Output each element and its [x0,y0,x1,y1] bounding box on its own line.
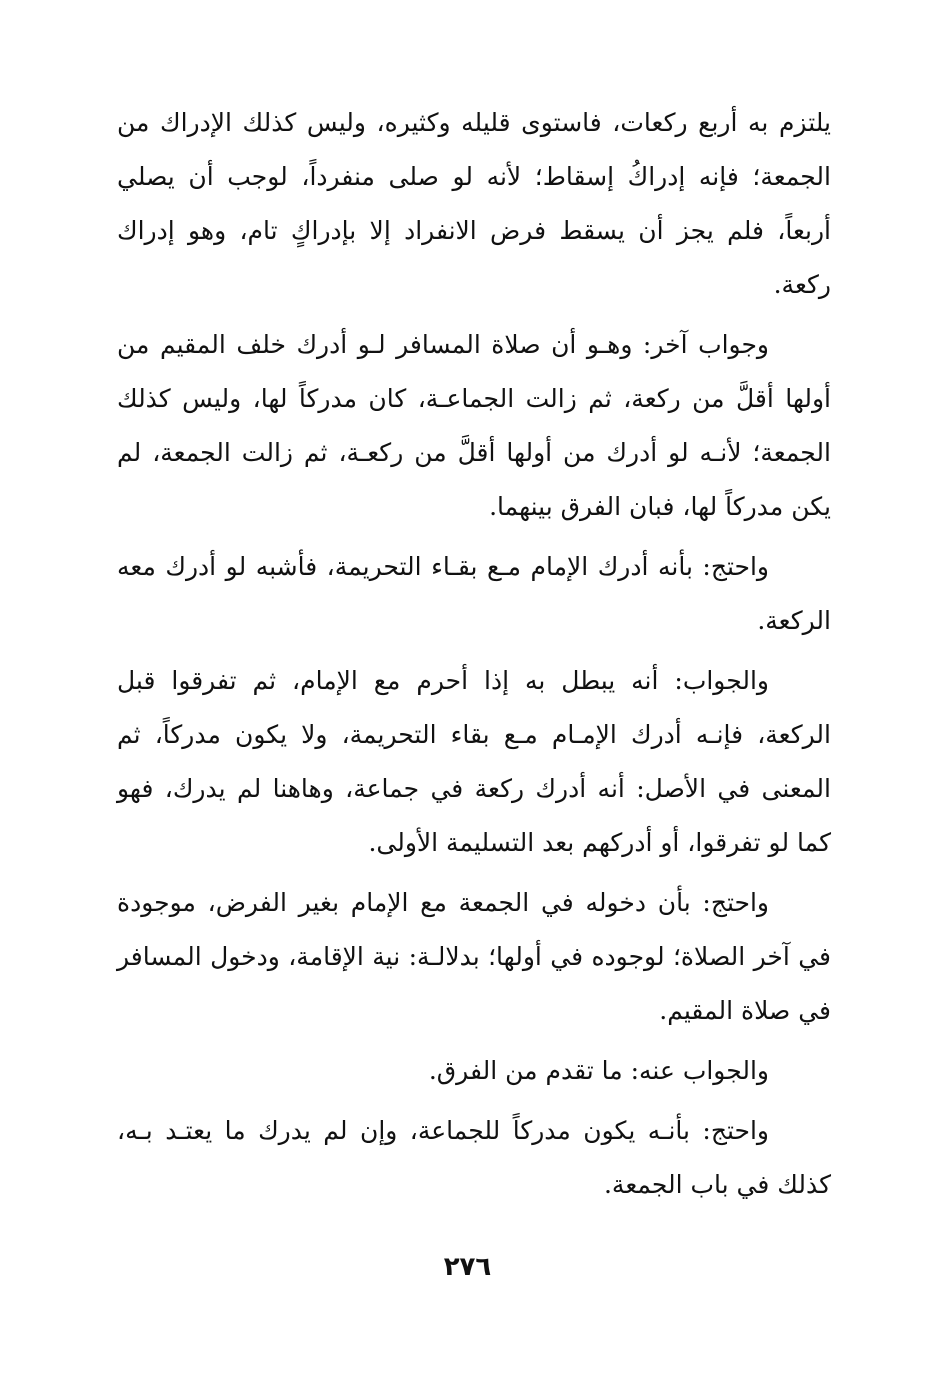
page-number: ٢٧٦ [443,1252,492,1282]
paragraph-5: واحتج: بأن دخوله في الجمعة مع الإمام بغير الفرض، موجودة في آخر الصلاة؛ لوجوده في أولها؛ بدلالـة: نية الإقامة، ودخول المسافر في صلاة المقيم. [117,888,831,1025]
paragraph-2: وجواب آخر: وهـو أن صلاة المسافر لـو أدرك خلف المقيم من أولها أقلَّ من ركعة، ثم زالت الجماعـة، كان مدركاً لها، وليس كذلك الجمعة؛ لأنـه لو أدرك من أولها أقلَّ من ركعـة، ثم زالت الجمعة، لم يكن مدركاً لها، فبان الفرق بينهما. [117,330,831,521]
paragraph-6: والجواب عنه: ما تقدم من الفرق. [428,1056,769,1085]
paragraph-4: والجواب: أنه يبطل به إذا أحرم مع الإمام، ثم تفرقوا قبل الركعة، فإنـه أدرك الإمـام مـع بقاء التحريمة، ولا يكون مدركاً، ثم المعنى في الأصل: أنه أدرك ركعة في جماعة، وهاهنا لم يدرك، فهو كما لو تفرقوا، أو أدركهم بعد التسليمة الأولى. [117,666,831,857]
body-text [117,96,831,1218]
paragraph-7: واحتج: بأنـه يكون مدركاً للجماعة، وإن لم يدرك ما يعتـد بـه، كذلك في باب الجمعة. [117,1116,831,1199]
paragraph-3: واحتج: بأنه أدرك الإمام مـع بقـاء التحريمة، فأشبه لو أدرك معه الركعة. [117,552,831,635]
paragraph-1: يلتزم به أربع ركعات، فاستوى قليله وكثيره، وليس كذلك الإدراك من الجمعة؛ فإنه إدراكُ إسقاط؛ لأنه لو صلى منفرداً، لوجب أن يصلي أربعاً، فلم يجز أن يسقط فرض الانفراد إلا بإدراكٍ تام، وهو إدراك ركعة. [117,108,831,299]
